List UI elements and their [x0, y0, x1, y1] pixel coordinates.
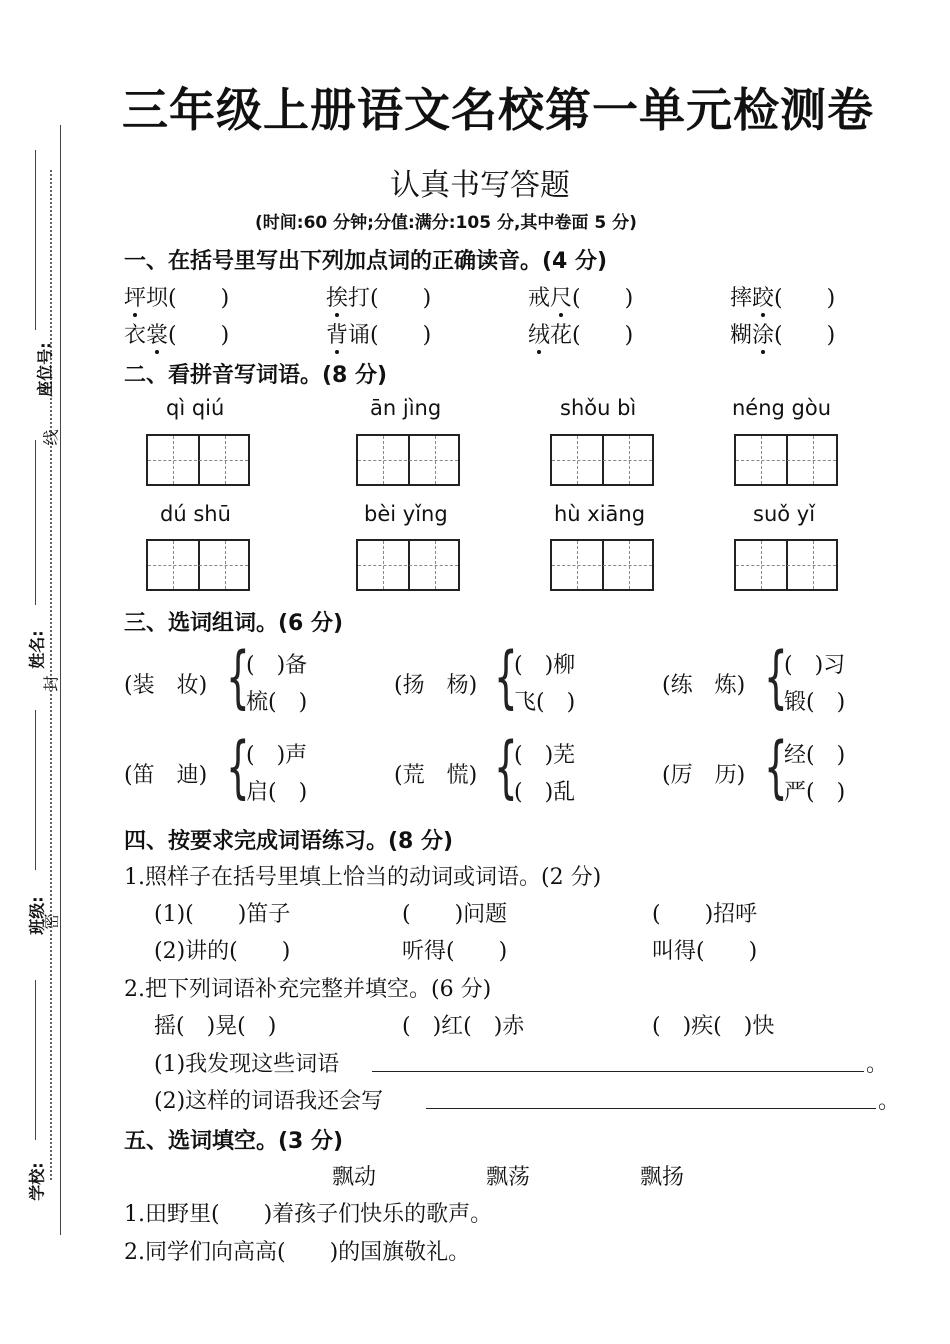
class-label: 班级: — [27, 896, 47, 935]
fill-item[interactable]: 叫得( ) — [652, 939, 758, 964]
pinyin-label: néng gòu — [732, 396, 832, 420]
name-blank — [35, 440, 36, 605]
word-pair: (扬 杨) — [394, 673, 478, 698]
school-label: 学校: — [27, 1162, 47, 1201]
question-5-1[interactable]: 1.田野里( )着孩子们快乐的歌声。 — [124, 1202, 493, 1227]
word-pair: (装 妆) — [124, 673, 208, 698]
word-char: 糊 — [730, 323, 753, 348]
section-5-heading: 五、选词填空。(3 分) — [124, 1129, 344, 1154]
word-item — [730, 318, 835, 349]
brace-icon: { — [226, 728, 250, 807]
word-pair: (厉 历) — [662, 763, 746, 788]
fill-item[interactable]: 摇( )晃( ) — [154, 1014, 277, 1039]
period: 。 — [866, 1052, 889, 1077]
seal-mark: 封 — [41, 675, 61, 692]
answer-bracket[interactable]: ( ) — [774, 286, 836, 311]
word-option: 飘荡 — [486, 1165, 531, 1190]
seat-blank — [35, 150, 36, 330]
period: 。 — [878, 1089, 901, 1114]
word-pair: (笛 迪) — [124, 763, 208, 788]
dotted-char: 坪 — [124, 286, 147, 311]
fill-item[interactable]: (2)讲的( ) — [154, 939, 291, 964]
answer-bracket[interactable]: ( ) — [370, 323, 432, 348]
word-item — [528, 281, 633, 312]
question-5-2[interactable]: 2.同学们向高高( )的国旗敬礼。 — [124, 1240, 471, 1265]
word-char: 诵 — [348, 323, 371, 348]
word-pair: (练 炼) — [662, 673, 746, 698]
blank-top[interactable]: ( )芜 — [514, 743, 576, 768]
writing-grid[interactable] — [146, 539, 250, 591]
word-char: 打 — [348, 286, 371, 311]
word-char: 戒 — [528, 286, 551, 311]
section-2-heading: 二、看拼音写词语。(8 分) — [124, 363, 388, 388]
question-4-2-b: (2)这样的词语我还会写 — [154, 1089, 384, 1114]
word-item — [326, 318, 431, 349]
dotted-char: 跤 — [752, 286, 775, 311]
fill-item[interactable]: ( )红( )赤 — [402, 1014, 525, 1039]
answer-line[interactable] — [426, 1108, 876, 1109]
pinyin-label: suǒ yǐ — [753, 502, 816, 526]
answer-line[interactable] — [372, 1071, 864, 1072]
brace-icon: { — [226, 638, 250, 717]
writing-grid[interactable] — [356, 434, 460, 486]
page-title: 三年级上册语文名校第一单元检测卷 — [122, 83, 874, 137]
school-blank — [35, 980, 36, 1140]
blank-bottom[interactable]: 严( ) — [784, 780, 846, 805]
answer-bracket[interactable]: ( ) — [168, 286, 230, 311]
writing-grid[interactable] — [356, 539, 460, 591]
writing-grid[interactable] — [550, 539, 654, 591]
blank-top[interactable]: ( )柳 — [514, 653, 576, 678]
brace-icon: { — [764, 728, 788, 807]
blank-top[interactable]: ( )声 — [246, 743, 308, 768]
blank-bottom[interactable]: 梳( ) — [246, 690, 308, 715]
seat-label: 座位号: — [35, 342, 55, 397]
subtitle: 认真书写答题 — [390, 168, 570, 203]
dotted-char: 裳 — [146, 323, 169, 348]
answer-bracket[interactable]: ( ) — [168, 323, 230, 348]
pinyin-label: bèi yǐng — [364, 502, 448, 526]
pinyin-label: hù xiāng — [554, 502, 646, 526]
fill-item[interactable]: ( )问题 — [402, 902, 508, 927]
writing-grid[interactable] — [734, 539, 838, 591]
word-pair: (荒 慌) — [394, 763, 478, 788]
dotted-char: 涂 — [752, 323, 775, 348]
pinyin-label: qì qiú — [166, 396, 225, 420]
fill-item[interactable]: ( )招呼 — [652, 902, 758, 927]
blank-top[interactable]: ( )备 — [246, 653, 308, 678]
answer-bracket[interactable]: ( ) — [370, 286, 432, 311]
word-char: 花 — [550, 323, 573, 348]
secret-mark: 密 — [41, 913, 61, 930]
section-1-heading: 一、在括号里写出下列加点词的正确读音。(4 分) — [124, 249, 608, 274]
section-4-heading: 四、按要求完成词语练习。(8 分) — [124, 829, 454, 854]
blank-top[interactable]: ( )习 — [784, 653, 846, 678]
writing-grid[interactable] — [146, 434, 250, 486]
blank-bottom[interactable]: 飞( ) — [514, 690, 576, 715]
word-item — [730, 281, 835, 312]
brace-icon: { — [764, 638, 788, 717]
class-blank — [35, 710, 36, 870]
exam-info: (时间:60 分钟;分值:满分:105 分,其中卷面 5 分) — [255, 213, 637, 233]
answer-bracket[interactable]: ( ) — [572, 286, 634, 311]
fill-item[interactable]: ( )疾( )快 — [652, 1014, 775, 1039]
answer-bracket[interactable]: ( ) — [572, 323, 634, 348]
answer-bracket[interactable]: ( ) — [774, 323, 836, 348]
dotted-char: 背 — [326, 323, 349, 348]
blank-bottom[interactable]: 锻( ) — [784, 690, 846, 715]
brace-icon: { — [494, 638, 518, 717]
question-4-2: 2.把下列词语补充完整并填空。(6 分) — [124, 977, 492, 1002]
word-item — [326, 281, 431, 312]
dotted-char: 绒 — [528, 323, 551, 348]
writing-grid[interactable] — [550, 434, 654, 486]
word-item — [528, 318, 633, 349]
word-option: 飘动 — [332, 1165, 377, 1190]
word-char: 衣 — [124, 323, 147, 348]
fill-item[interactable]: 听得( ) — [402, 939, 508, 964]
question-4-1: 1.照样子在括号里填上恰当的动词或词语。(2 分) — [124, 865, 602, 890]
fill-item[interactable]: (1)( )笛子 — [154, 902, 291, 927]
word-option: 飘扬 — [640, 1165, 685, 1190]
pinyin-label: shǒu bì — [560, 396, 637, 420]
name-label: 姓名: — [27, 630, 47, 669]
cut-line-mark: 线 — [41, 429, 61, 446]
blank-top[interactable]: 经( ) — [784, 743, 846, 768]
word-char: 摔 — [730, 286, 753, 311]
pinyin-label: dú shū — [160, 502, 231, 526]
writing-grid[interactable] — [734, 434, 838, 486]
section-3-heading: 三、选词组词。(6 分) — [124, 611, 344, 636]
word-char: 坝 — [146, 286, 169, 311]
dotted-char: 尺 — [550, 286, 573, 311]
blank-bottom[interactable]: 启( ) — [246, 780, 308, 805]
question-4-2-a: (1)我发现这些词语 — [154, 1052, 340, 1077]
pinyin-label: ān jìng — [370, 396, 442, 420]
word-item — [124, 281, 229, 312]
dotted-char: 挨 — [326, 286, 349, 311]
brace-icon: { — [494, 728, 518, 807]
blank-bottom[interactable]: ( )乱 — [514, 780, 576, 805]
word-item — [124, 318, 229, 349]
